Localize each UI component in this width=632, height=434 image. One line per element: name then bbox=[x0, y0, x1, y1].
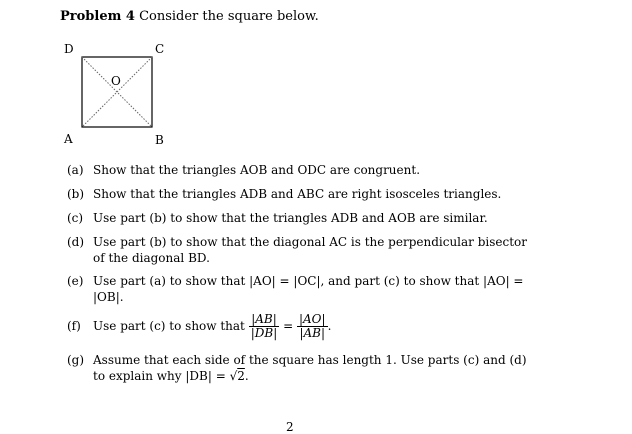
part-d bbox=[67, 234, 537, 266]
square-figure bbox=[0, 0, 632, 150]
fraction-ao-ab-numerator: |AO| bbox=[298, 312, 326, 326]
part-b-text: Show that the triangles ADB and ABC are right isosceles triangles. bbox=[93, 187, 502, 201]
vertex-label-b: B bbox=[155, 133, 164, 147]
part-c-text: Use part (b) to show that the triangles ADB and AOB are similar. bbox=[93, 211, 488, 225]
part-d-label: (d) bbox=[67, 235, 85, 249]
part-e-line1: Use part (a) to show that |AO| = |OC|, and part (c) to show that |AO| = bbox=[93, 274, 524, 288]
part-g-label: (g) bbox=[67, 353, 85, 367]
part-b-label: (b) bbox=[67, 187, 85, 201]
fraction-ao-ab bbox=[297, 313, 328, 340]
part-c-label: (c) bbox=[67, 211, 84, 225]
part-f-text: Use part (c) to show that bbox=[93, 319, 245, 333]
part-f-period: . bbox=[327, 319, 332, 333]
part-f bbox=[67, 313, 537, 340]
equals-sign: = bbox=[283, 319, 294, 333]
sqrt-radicand: 2 bbox=[237, 369, 245, 383]
part-g-line2-text: to explain why |DB| = √ bbox=[93, 369, 238, 383]
part-e-label: (e) bbox=[67, 274, 84, 288]
page-number: 2 bbox=[286, 420, 294, 434]
part-d-line1: Use part (b) to show that the diagonal AC is the perpendicular bisector bbox=[93, 235, 528, 249]
part-e-line2: |OB|. bbox=[93, 290, 124, 304]
part-e bbox=[67, 273, 537, 305]
part-g-line2 bbox=[67, 368, 537, 384]
fraction-ab-db-numerator: |AB| bbox=[249, 313, 280, 327]
fraction-ab-db bbox=[249, 313, 280, 340]
part-a bbox=[67, 162, 537, 178]
center-label-o: O bbox=[111, 74, 121, 88]
vertex-label-a: A bbox=[64, 132, 73, 146]
part-c bbox=[67, 210, 537, 226]
vertex-label-d: D bbox=[64, 42, 74, 56]
part-g-period: . bbox=[244, 369, 249, 383]
part-b bbox=[67, 186, 537, 202]
part-g-line1: Assume that each side of the square has length 1. Use parts (c) and (d) bbox=[93, 353, 527, 367]
part-a-label: (a) bbox=[67, 163, 84, 177]
problem-intro: Consider the square below. bbox=[139, 9, 319, 24]
problem-title: Problem 4 bbox=[60, 9, 135, 24]
part-d-line2: of the diagonal BD. bbox=[93, 251, 210, 265]
fraction-ab-db-denominator: |DB| bbox=[250, 326, 278, 340]
fraction-ao-ab-denominator: |AB| bbox=[299, 326, 326, 340]
part-g bbox=[67, 352, 537, 384]
part-a-text: Show that the triangles AOB and ODC are congruent. bbox=[93, 163, 421, 177]
vertex-label-c: C bbox=[155, 42, 165, 56]
part-f-label: (f) bbox=[67, 319, 81, 333]
